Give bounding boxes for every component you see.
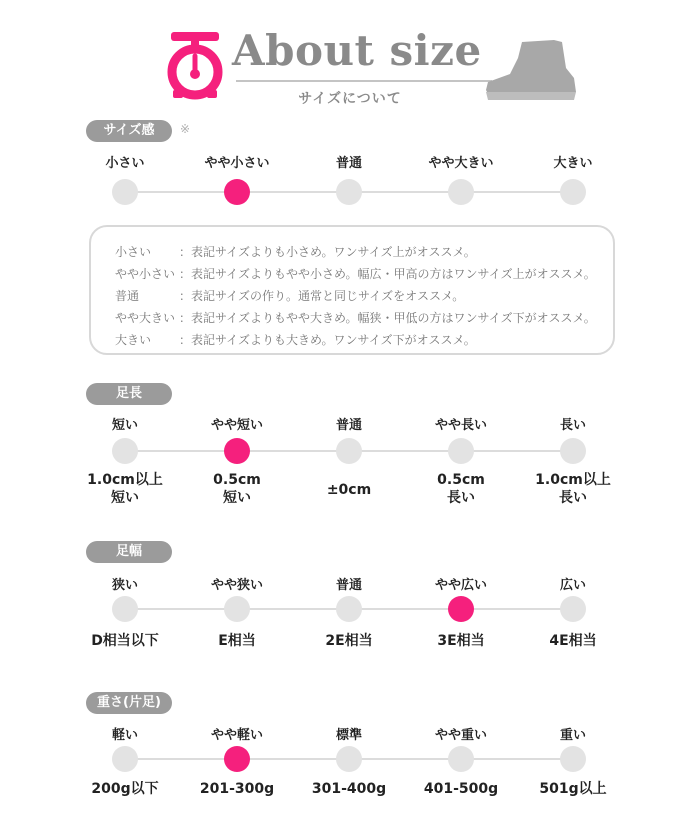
weight-scale-value: 200g以下: [91, 781, 159, 797]
weight-scale-value: 201-300g: [199, 781, 275, 797]
width-scale-value: E相当: [218, 633, 256, 649]
page-title: About size: [232, 26, 482, 75]
fit-scale-label: やや小さい: [204, 156, 270, 171]
length-scale-dot: [336, 438, 362, 464]
width-scale-label: やや狭い: [210, 578, 263, 593]
page-subtitle: サイズについて: [298, 91, 402, 107]
width-scale-label: 普通: [335, 578, 362, 593]
weight-scale-label: 重い: [559, 728, 586, 743]
width-scale-dot: [224, 596, 250, 622]
weight-scale-label: 標準: [335, 728, 362, 743]
length-scale-value-line: 1.0cm以上: [87, 472, 163, 488]
legend-row: 普通 ：表記サイズの作り。通常と同じサイズをオススメ。: [115, 289, 465, 303]
length-scale-dot: [448, 438, 474, 464]
fit-scale-label: 大きい: [553, 156, 593, 171]
length-scale-label: 普通: [335, 418, 362, 433]
section-heading-width: 足幅: [86, 541, 172, 563]
width-scale-dot-selected: [448, 596, 474, 622]
weight-scale-value: 501g以上: [539, 781, 607, 797]
section-heading-weight: 重さ(片足): [86, 692, 172, 714]
length-scale-value-line: 0.5cm: [437, 472, 485, 488]
weight-scale-dot: [448, 746, 474, 772]
fit-scale-dot: [112, 179, 138, 205]
legend-row: やや大きい ：表記サイズよりもやや大きめ。幅狭・甲低の方はワンサイズ下がオススメ。: [115, 311, 596, 325]
width-scale-value: D相当以下: [91, 633, 159, 649]
length-scale-label: やや短い: [210, 418, 263, 433]
width-scale-dot: [336, 596, 362, 622]
weight-scale-label: やや軽い: [210, 728, 263, 743]
length-scale-value-line: 長い: [447, 490, 475, 506]
fit-scale-dot: [336, 179, 362, 205]
fit-scale-label: 小さい: [105, 156, 145, 171]
length-scale-dot-selected: [224, 438, 250, 464]
shoe-icon: [482, 38, 578, 104]
length-scale-dot: [112, 438, 138, 464]
length-scale-dot: [560, 438, 586, 464]
width-scale-dot: [112, 596, 138, 622]
width-scale-label: 狭い: [111, 578, 138, 593]
width-scale-value: 2E相当: [325, 633, 373, 649]
length-scale-value-line: ±0cm: [326, 482, 372, 498]
length-scale-value-line: 短い: [223, 490, 251, 506]
weight-scale-dot: [336, 746, 362, 772]
length-scale-label: 短い: [111, 418, 138, 433]
length-scale-value-line: 0.5cm: [213, 472, 261, 488]
weight-scale-dot: [112, 746, 138, 772]
width-scale-value: 3E相当: [437, 633, 485, 649]
length-scale-label: やや長い: [434, 418, 487, 433]
fit-scale-dot: [560, 179, 586, 205]
length-scale-value-line: 長い: [559, 490, 587, 506]
weight-scale-value: 401-500g: [423, 781, 499, 797]
fit-scale-dot: [448, 179, 474, 205]
weight-scale-dot: [560, 746, 586, 772]
legend-row: 小さい ：表記サイズよりも小さめ。ワンサイズ上がオススメ。: [115, 245, 476, 259]
length-scale-value-line: 1.0cm以上: [535, 472, 611, 488]
width-scale-label: 広い: [559, 578, 586, 593]
legend-row: やや小さい ：表記サイズよりもやや小さめ。幅広・甲高の方はワンサイズ上がオススメ。: [115, 267, 596, 281]
weight-scale-dot-selected: [224, 746, 250, 772]
width-scale-dot: [560, 596, 586, 622]
weight-scale-label: 軽い: [111, 728, 138, 743]
length-scale-value: [503, 471, 643, 507]
fit-legend: [89, 225, 615, 355]
fit-scale-label: やや大きい: [428, 156, 494, 171]
length-scale-label: 長い: [559, 418, 586, 433]
fit-scale-dot-selected: [224, 179, 250, 205]
weight-scale-value: 301-400g: [311, 781, 387, 797]
title-underline: [236, 80, 492, 82]
weight-scale-label: やや重い: [434, 728, 487, 743]
width-scale-label: やや広い: [434, 578, 487, 593]
width-scale-value: 4E相当: [549, 633, 597, 649]
legend-row: 大きい ：表記サイズよりも大きめ。ワンサイズ下がオススメ。: [115, 333, 476, 347]
section-heading-length: 足長: [86, 383, 172, 405]
fit-scale-label: 普通: [335, 156, 362, 171]
note-mark: ※: [180, 122, 191, 136]
length-scale-value-line: 短い: [111, 490, 139, 506]
section-heading-fit: サイズ感: [86, 120, 172, 142]
